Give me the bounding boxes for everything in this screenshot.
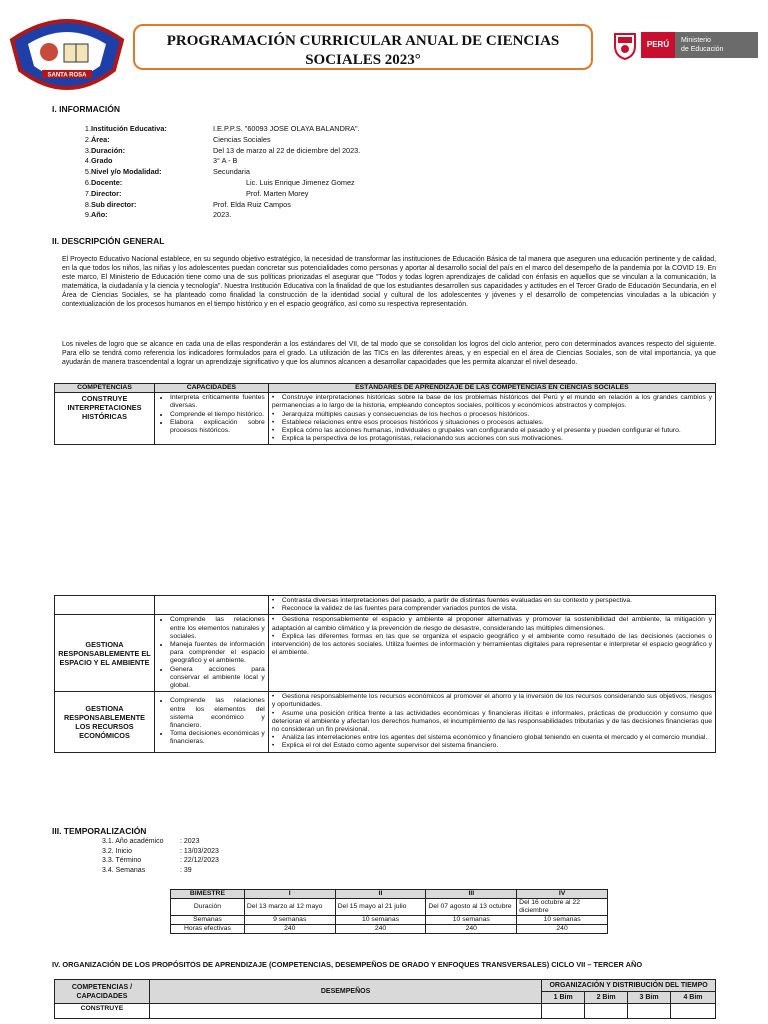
list-item: • Asume una posición crítica frente a las actividades económicas y financieras ilícitas e informales, prácticas de producción y consumo que deterioran el ambiente y afectan los derechos humanos, el incumplimiento de las responsabilidades tributarias y de las decisiones financieras que no consideran un fin previsional. <box>272 710 712 735</box>
estandares-cell <box>268 393 715 445</box>
list-item: • Reconoce la validez de las fuentes para comprender variados puntos de vista. <box>272 605 712 613</box>
competencias-table <box>54 383 716 445</box>
table-row: CONSTRUYE <box>55 1004 716 1019</box>
info-row: 3. Duración: Del 13 de marzo al 22 de diciembre del 2023. <box>84 145 361 155</box>
list-item: • Elabora explicación sobre procesos históricos. <box>170 419 265 435</box>
list-item: • Establece relaciones entre esos procesos históricos y situaciones o procesos actuales. <box>272 419 712 427</box>
col-header: II <box>335 890 426 899</box>
list-item: • Interpreta críticamente fuentes diversas. <box>170 394 265 410</box>
estandares-cell <box>268 596 715 615</box>
col-header: III <box>426 890 517 899</box>
list-item: • Comprende las relaciones entre los elementos del sistema económico y financiero. <box>170 697 265 730</box>
section-2-heading: II. DESCRIPCIÓN GENERAL <box>52 236 165 246</box>
competencia-name: GESTIONA RESPONSABLEMENTE EL ESPACIO Y EL AMBIENTE <box>55 615 155 692</box>
section-3-heading: III. TEMPORALIZACIÓN <box>52 826 147 836</box>
col-header: IV <box>517 890 608 899</box>
table-row: Horas efectivas 240 240 240 240 <box>171 925 608 934</box>
table-row <box>55 692 716 752</box>
list-item: • Contrasta diversas interpretaciones del pasado, a partir de distintas fuentes evaluadas en su contexto y perspectiva. <box>272 597 712 605</box>
peru-shield-icon <box>612 30 638 60</box>
info-row: 7. Director: Prof. Marten Morey <box>84 188 309 198</box>
temporalizacion-list <box>0 837 768 875</box>
col-header-estandares: ESTÁNDARES DE APRENDIZAJE DE LAS COMPETENCIAS EN CIENCIAS SOCIALES <box>268 384 715 393</box>
info-row: 4. Grado 3° A - B <box>84 156 238 166</box>
list-item: 3.2. Inicio : 13/03/2023 <box>102 847 219 855</box>
col-header-capacidades: CAPACIDADES <box>154 384 268 393</box>
col-header-bim: 2 Bim <box>585 992 628 1004</box>
table-row <box>55 615 716 692</box>
info-list <box>0 124 768 221</box>
list-item: • Explica cómo las acciones humanas, individuales o grupales van configurando el pasado y el presente y pueden configurar el futuro. <box>272 427 712 435</box>
col-header-bim: 1 Bim <box>542 992 585 1004</box>
col-header-bim: 3 Bim <box>628 992 671 1004</box>
school-logo-text: SANTA ROSA <box>47 72 87 79</box>
document-title <box>133 24 593 70</box>
table-row <box>55 596 716 615</box>
table-row: Duración Del 13 marzo al 12 mayo Del 15 mayo al 21 julio Del 07 agosto al 13 octubre Del 16 octubre al 22 diciembre <box>171 899 608 916</box>
info-row: 9. Año: 2023. <box>84 210 232 220</box>
title-line-2: SOCIALES 2023° <box>305 52 421 68</box>
list-item: 3.1. Año académico : 2023 <box>102 838 200 845</box>
list-item: 3.4. Semanas : 39 <box>102 866 192 874</box>
title-line-1: PROGRAMACIÓN CURRICULAR ANUAL DE CIENCIAS <box>166 33 560 49</box>
col-header-desempenos: DESEMPEÑOS <box>149 980 541 1004</box>
estandares-cell <box>268 615 715 692</box>
description-paragraph-1: El Proyecto Educativo Nacional establece, en su segundo objetivo estratégico, la necesidad de transformar las instituciones de Educación Básica de tal manera que aseguren una educación pertinente y de calidad, en la que todos los niños, las niñas y los adolescentes puedan concretar sus potencialidades como personas y aportar al desarrollo social del país en el marco del desempeño de la pandemia por la COVID 19. En este marco, El Ministerio de Educación tiene como una de sus políticas priorizadas el asegurar que "Todos y todas logren aprendizajes de calidad con énfasis en aquellos que se vinculan a la comunicación, la matemática, la ciudadanía y la ciencia y tecnología". Nuestra Institución Educativa con la finalidad de que los estudiantes desarrollen sus capacidades y actitudes en el Tercer Grado de Educación Secundaria, en el Área de Ciencias Sociales, se ha planteado como finalidad la construcción de la identidad social y cultural de los adolescentes y jóvenes y el desarrollo de competencias vinculadas a la ubicación y contextualización de los procesos humanos en el tiempo histórico y en el espacio geográfico, así como su respectiva representación. <box>62 256 716 308</box>
list-item: • Comprende las relaciones entre los elementos naturales y sociales. <box>170 616 265 641</box>
capacidades-cell <box>154 692 268 752</box>
info-row: 1. Institución Educativa: I.E.P.P.S. "60093 JOSE OLAYA BALANDRA". <box>84 124 360 133</box>
list-item: • Explica las diferentes formas en las que se organiza el espacio geográfico y el ambiente como resultado de las decisiones (acciones o intervención) de los actores sociales. Utiliza fuentes de información y herramientas digitales para representar e interpretar el espacio geográfico y el ambiente. <box>272 633 712 658</box>
list-item: • Explica el rol del Estado como agente supervisor del sistema financiero. <box>272 742 712 750</box>
list-item: 3.3. Término : 22/12/2023 <box>102 857 219 864</box>
list-item: • Maneja fuentes de información para comprender el espacio geográfico y el ambiente. <box>170 641 265 666</box>
col-header-competencias: COMPETENCIAS / CAPACIDADES <box>55 980 150 1004</box>
col-header-competencias: COMPETENCIAS <box>55 384 155 393</box>
organizacion-table <box>54 979 716 1019</box>
list-item: • Gestiona responsablemente el espacio y ambiente al proponer alternativas y promover la sostenibilidad del ambiente, la mitigación y adaptación al cambio climático y la prevención de riesgo de desastre, considerando las múltiples dimensiones. <box>272 616 712 632</box>
list-item: • Analiza las interrelaciones entre los agentes del sistema económico y financiero global teniendo en cuenta el mercado y el comercio mundial. <box>272 734 712 742</box>
competencia-name: CONSTRUYE INTERPRETACIONES HISTÓRICAS <box>55 393 155 445</box>
capacidades-cell <box>154 615 268 692</box>
competencia-name: GESTIONA RESPONSABLEMENTE LOS RECURSOS ECONÓMICOS <box>55 692 155 752</box>
section-4-heading: IV. ORGANIZACIÓN DE LOS PROPÓSITOS DE APRENDIZAJE (COMPETENCIAS, DESEMPEÑOS DE GRADO Y ENFOQUES TRANSVERSALES) CICLO VII – TERCER AÑO <box>52 960 643 969</box>
section-1-heading: I. INFORMACIÓN <box>52 104 120 114</box>
peru-label: PERÚ <box>641 32 675 58</box>
info-row: 8. Sub director: Prof. Elda Ruiz Campos <box>84 199 291 209</box>
list-item: • Explica la perspectiva de los protagonistas, relacionando sus acciones con sus motivaciones. <box>272 435 712 443</box>
list-item: • Construye interpretaciones históricas sobre la base de los problemas históricos del Perú y el mundo en relación a los grandes cambios y permanencias a lo largo de la historia, empleando conceptos sociales, políticos y económicos abstractos y complejos. <box>272 394 712 410</box>
list-item: • Gestiona responsablemente los recursos económicos al promover el ahorro y la inversión de los recursos considerando sus objetivos, riesgos y oportunidades. <box>272 693 712 709</box>
info-row: 5. Nivel y/o Modalidad: Secundaria <box>84 167 250 177</box>
list-item: • Jerarquiza múltiples causas y consecuencias de los hechos o procesos históricos. <box>272 411 712 419</box>
table-row <box>55 393 716 445</box>
info-row: 2. Área: Ciencias Sociales <box>84 134 271 144</box>
col-header: BIMESTRE <box>171 890 245 899</box>
competencias-table-continued <box>54 595 716 753</box>
list-item: • Toma decisiones económicas y financieras. <box>170 730 265 746</box>
minedu-logo <box>612 30 758 60</box>
ministerio-label: Ministerio de Educación <box>675 32 758 58</box>
description-paragraph-2: Los niveles de logro que se alcance en cada una de ellas responderán a los estándares del VII, de tal modo que se consolidan los logros del ciclo anterior, pero con determinados avances respecto del siguiente. Para ello se tendrá como referencia los indicadores formulados para el grado. La utilización de las TICs en las diferentes áreas, y en especial en el área de Ciencias Sociales, son de vital importancia, ya que ayudarán de manera trascendental a lograr un aprendizaje significativo y que los alumnos alcancen a desarrollar capacidades que les permita alcanzar el nivel deseado. <box>62 341 716 366</box>
list-item: • Genera acciones para conservar el ambiente local y global. <box>170 666 265 691</box>
estandares-cell <box>268 692 715 752</box>
info-row: 6. Docente: Lic. Luis Enrique Jimenez Gomez <box>84 177 355 187</box>
bimestre-table <box>170 889 608 934</box>
capacidades-cell <box>154 393 268 445</box>
col-header: I <box>244 890 335 899</box>
school-logo <box>6 10 128 96</box>
col-header-bim: 4 Bim <box>671 992 716 1004</box>
list-item: • Comprende el tiempo histórico. <box>170 411 265 419</box>
table-row: Semanas 9 semanas 10 semanas 10 semanas 10 semanas <box>171 916 608 925</box>
col-header-organizacion: ORGANIZACIÓN Y DISTRIBUCIÓN DEL TIEMPO <box>542 980 716 992</box>
